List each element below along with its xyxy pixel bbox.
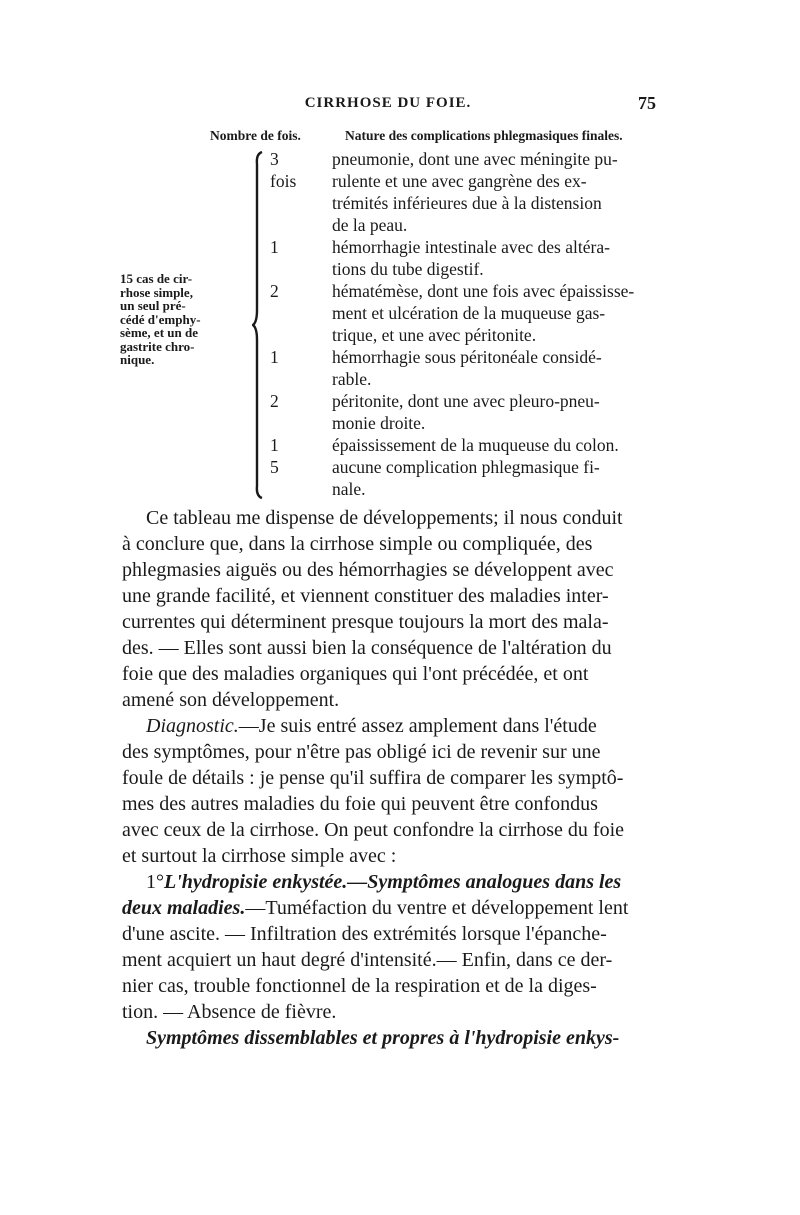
text-line: d'une ascite. — Infiltration des extrémités lorsque l'épanche- [122, 923, 607, 945]
text-line: tion. — Absence de fièvre. [122, 1001, 337, 1023]
text-line: à conclure que, dans la cirrhose simple ou compliquée, des [122, 533, 593, 555]
text-line: foie que des maladies organiques qui l'ont précédée, et ont [122, 663, 589, 685]
column-header-nature: Nature des complications phlegmasiques finales. [345, 128, 623, 143]
text-line: une grande facilité, et viennent constituer des maladies inter- [122, 585, 609, 607]
text-line: Ce tableau me dispense de développements; il nous conduit [146, 507, 623, 529]
row-text: hématémèse, dont une fois avec épaississe- [332, 281, 635, 301]
page-header [120, 95, 656, 119]
text-fragment: —Je suis entré assez amplement dans l'étude [238, 715, 597, 737]
section-heading: Diagnostic. [146, 715, 239, 737]
row-text: hémorrhagie intestinale avec des altéra- [332, 237, 610, 257]
row-text: trique, et une avec péritonite. [332, 325, 537, 345]
row-text: ment et ulcération de la muqueuse gas- [332, 303, 606, 323]
text-line: ment acquiert un haut degré d'intensité.— Enfin, dans ce der- [122, 949, 613, 971]
page-number: 75 [638, 93, 656, 113]
row-text: de la peau. [332, 215, 408, 235]
list-number: 1° [146, 871, 164, 893]
text-fragment: —Tuméfaction du ventre et développement lent [245, 897, 629, 919]
row-text: aucune complication phlegmasique fi- [332, 457, 600, 477]
table-row [270, 346, 680, 390]
table-row [270, 456, 680, 500]
side-label-line: nique. [120, 352, 155, 367]
side-label-line: cédé d'emphy- [120, 311, 201, 327]
row-text: hémorrhagie sous péritonéale considé- [332, 347, 602, 367]
row-text: tions du tube digestif. [332, 259, 484, 279]
row-text: monie droite. [332, 413, 426, 433]
text-line: avec ceux de la cirrhose. On peut confondre la cirrhose du foie [122, 819, 625, 841]
side-label-line: sème, et un de [120, 325, 198, 340]
row-text: péritonite, dont une avec pleuro-pneu- [332, 391, 600, 411]
row-count: 3 fois [270, 149, 297, 191]
side-label-line: gastrite chro- [120, 338, 195, 354]
row-count: 1 [270, 347, 279, 367]
body-text [122, 505, 670, 1051]
row-text: nale. [332, 479, 366, 499]
text-line: amené son développement. [122, 689, 340, 711]
section-heading: L'hydropisie enkystée.—Symptômes analogues dans les [164, 871, 622, 893]
section-heading: deux maladies. [122, 897, 246, 919]
complications-table [270, 148, 680, 500]
running-head: CIRRHOSE DU FOIE. [304, 95, 472, 111]
text-line: mes des autres maladies du foie qui peuvent être confondus [122, 793, 598, 815]
text-line [122, 895, 670, 921]
table-row [270, 434, 680, 456]
row-count: 1 [270, 435, 279, 455]
text-line: nier cas, trouble fonctionnel de la respiration et de la diges- [122, 975, 597, 997]
row-text: trémités inférieures due à la distension [332, 193, 602, 213]
side-label [120, 272, 250, 367]
side-label-line: rhose simple, [120, 284, 193, 300]
text-line: des symptômes, pour n'être pas obligé ici de revenir sur une [122, 741, 601, 763]
table-row [270, 280, 680, 346]
side-label-line: un seul pré- [120, 298, 186, 313]
text-line: currentes qui déterminent presque toujours la mort des mala- [122, 611, 609, 633]
side-label-line: 15 cas de cir- [120, 271, 193, 286]
text-line [122, 713, 670, 739]
row-count: 1 [270, 237, 279, 257]
table-row [270, 148, 680, 236]
section-heading: Symptômes dissemblables et propres à l'hydropisie enkys- [146, 1027, 620, 1049]
row-text: rulente et une avec gangrène des ex- [332, 171, 587, 191]
text-line: phlegmasies aiguës ou des hémorrhagies se développent avec [122, 559, 614, 581]
row-text: épaississement de la muqueuse du colon. [332, 435, 619, 455]
row-count: 2 [270, 281, 279, 301]
table-row [270, 390, 680, 434]
curly-brace [252, 150, 266, 500]
row-text: pneumonie, dont une avec méningite pu- [332, 149, 618, 169]
text-line [122, 869, 670, 895]
row-count: 2 [270, 391, 279, 411]
row-count: 5 [270, 457, 279, 477]
row-text: rable. [332, 369, 372, 389]
text-line: foule de détails : je pense qu'il suffira de comparer les symptô- [122, 767, 624, 789]
text-line: des. — Elles sont aussi bien la conséquence de l'altération du [122, 637, 612, 659]
column-header-count: Nombre de fois. [210, 128, 301, 143]
table-row [270, 236, 680, 280]
text-line: et surtout la cirrhose simple avec : [122, 845, 397, 867]
